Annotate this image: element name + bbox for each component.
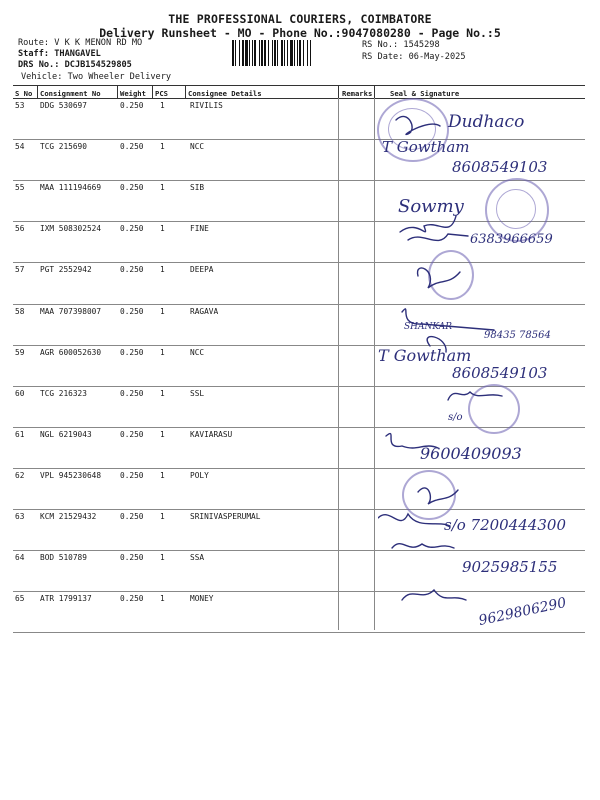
row-sno: 58: [15, 306, 25, 316]
row-pcs: 1: [160, 470, 165, 480]
handwritten-phone: 9600409093: [420, 444, 522, 463]
barcode-bar: [274, 40, 276, 66]
col-header-weight: Weight: [120, 89, 146, 98]
row-sno: 53: [15, 101, 25, 110]
row-consignment-no: DDG 530697: [40, 101, 87, 110]
row-sno: 65: [15, 594, 25, 604]
row-pcs: 1: [160, 265, 165, 275]
barcode-bar: [249, 40, 250, 66]
col-header-seal: Seal & Signature: [390, 89, 460, 98]
row-weight: 0.250: [120, 429, 144, 439]
row-pcs: 1: [160, 101, 165, 110]
row-consignment-no: PGT 2552942: [40, 265, 92, 275]
handwritten-name: T Gowtham: [382, 138, 470, 156]
row-weight: 0.250: [120, 347, 144, 357]
signature-stroke: [418, 488, 458, 504]
handwritten-name: T Gowtham: [378, 346, 472, 365]
remarks-right-border: [374, 98, 375, 630]
barcode: [232, 40, 358, 66]
row-sno: 54: [15, 142, 25, 152]
barcode-bar: [303, 40, 304, 66]
row-sno: 63: [15, 512, 25, 521]
row-consignee: NCC: [190, 142, 205, 152]
row-sno: 62: [15, 470, 25, 480]
row-pcs: 1: [160, 553, 165, 563]
row-consignee: POLY: [190, 470, 209, 480]
row-consignee: RIVILIS: [190, 101, 223, 110]
signature-stroke: [408, 234, 468, 240]
barcode-bar: [284, 40, 285, 66]
handwritten-signature: Sowmy: [398, 196, 464, 217]
row-pcs: 1: [160, 347, 165, 357]
row-weight: 0.250: [120, 183, 144, 193]
table-header-rule: [13, 98, 585, 99]
signature-stroke: [427, 337, 446, 352]
barcode-bar: [307, 40, 308, 66]
row-consignment-no: IXM 508302524: [40, 224, 102, 234]
barcode-bar: [252, 40, 253, 66]
rs-no-value: 1545298: [403, 40, 440, 50]
table-top-rule: [13, 85, 585, 86]
col-header-consignment: Consignment No: [40, 89, 101, 98]
handwritten-phone: 8608549103: [452, 364, 548, 382]
row-consignee: SRINIVASPERUMAL: [190, 512, 261, 521]
row-weight: 0.250: [120, 265, 144, 275]
signature-stroke: [400, 216, 456, 232]
barcode-bar: [287, 40, 288, 66]
barcode-bar: [261, 40, 263, 66]
row-sno: 56: [15, 224, 25, 234]
col-divider: [185, 86, 186, 98]
row-consignee: KAVIARASU: [190, 429, 233, 439]
row-pcs: 1: [160, 388, 165, 398]
col-divider: [37, 86, 38, 98]
handwritten-phone: s/o 7200444300: [444, 516, 566, 534]
handwritten-phone: 9025985155: [462, 558, 558, 576]
col-divider: [374, 86, 375, 98]
row-consignment-no: MAA 707398007: [40, 306, 102, 316]
row-consignee: NCC: [190, 347, 205, 357]
vehicle-value: Two Wheeler Delivery: [67, 72, 172, 82]
handwritten-phone: 6383966659: [470, 232, 553, 247]
signature-stroke: [402, 309, 494, 330]
signature-stroke: [396, 116, 440, 134]
row-weight: 0.250: [120, 306, 144, 316]
row-weight: 0.250: [120, 594, 144, 604]
col-header-pcs: PCS: [155, 89, 168, 98]
row-consignee: SIB: [190, 183, 205, 193]
row-weight: 0.250: [120, 553, 144, 563]
barcode-bar: [245, 40, 248, 66]
row-consignee: SSA: [190, 553, 205, 563]
barcode-bar: [242, 40, 244, 66]
barcode-bar: [310, 40, 311, 66]
barcode-bar: [272, 40, 273, 66]
barcode-bar: [281, 40, 283, 66]
company-title: THE PROFESSIONAL COURIERS, COIMBATORE: [168, 12, 432, 26]
signature-stroke: [378, 514, 450, 526]
barcode-bar: [259, 40, 260, 66]
drs-value: DCJB154529805: [64, 60, 132, 70]
route-line: Route: V K K MENON RD MO: [18, 38, 143, 48]
row-consignee: MONEY: [190, 594, 214, 604]
signature-stroke: [418, 268, 460, 288]
barcode-bar: [268, 40, 269, 66]
row-consignment-no: TCG 215690: [40, 142, 87, 152]
row-pcs: 1: [160, 224, 165, 234]
signature-stroke: [448, 392, 502, 400]
rs-date-line: RS Date: 06-May-2025: [362, 52, 466, 62]
row-weight: 0.250: [120, 101, 144, 110]
barcode-bar: [290, 40, 293, 66]
handwritten-name: SHANKAR: [404, 322, 453, 332]
rs-no-line: RS No.: 1545298: [362, 40, 440, 50]
row-separator: [13, 632, 585, 633]
row-weight: 0.250: [120, 512, 144, 521]
barcode-bar: [239, 40, 240, 66]
row-pcs: 1: [160, 512, 165, 521]
row-consignment-no: BOD 510789: [40, 553, 87, 563]
row-sno: 59: [15, 347, 25, 357]
row-consignment-no: AGR 600052630: [40, 347, 102, 357]
barcode-bar: [235, 40, 236, 66]
row-consignment-no: MAA 111194669: [40, 183, 102, 193]
staff-value: THANGAVEL: [54, 49, 101, 59]
handwritten-phone: 98435 78564: [484, 330, 551, 341]
row-consignment-no: TCG 216323: [40, 388, 87, 398]
row-consignment-no: KCM 21529432: [40, 512, 97, 521]
row-consignee: SSL: [190, 388, 205, 398]
row-consignment-no: ATR 1799137: [40, 594, 92, 604]
row-weight: 0.250: [120, 470, 144, 480]
row-sno: 61: [15, 429, 25, 439]
handwritten-text: s/o: [448, 412, 463, 423]
row-pcs: 1: [160, 594, 165, 604]
row-pcs: 1: [160, 429, 165, 439]
row-weight: 0.250: [120, 142, 144, 152]
handwritten-phone: 8608549103: [452, 158, 548, 176]
signature-scribbles: [378, 100, 588, 630]
drs-line: DRS No.: DCJB154529805: [18, 60, 132, 70]
barcode-bar: [297, 40, 298, 66]
col-header-remarks: Remarks: [342, 89, 373, 98]
row-consignee: DEEPA: [190, 265, 214, 275]
barcode-bar: [299, 40, 301, 66]
col-divider: [338, 86, 339, 98]
signature-stroke: [392, 544, 454, 548]
staff-line: Staff: THANGAVEL: [18, 49, 101, 59]
row-weight: 0.250: [120, 388, 144, 398]
signature-stroke: [402, 590, 466, 600]
row-sno: 57: [15, 265, 25, 275]
barcode-bar: [254, 40, 256, 66]
runsheet-title: Delivery Runsheet - MO - Phone No.:9047080280 - Page No.:5: [99, 26, 501, 40]
row-pcs: 1: [160, 142, 165, 152]
row-pcs: 1: [160, 183, 165, 193]
barcode-bar: [277, 40, 278, 66]
route-value: V K K MENON RD MO: [54, 38, 143, 48]
rs-date-value: 06-May-2025: [408, 52, 466, 62]
barcode-bar: [264, 40, 266, 66]
remarks-left-border: [338, 98, 339, 630]
row-weight: 0.250: [120, 224, 144, 234]
row-sno: 55: [15, 183, 25, 193]
col-header-sno: S No: [15, 89, 33, 98]
row-sno: 60: [15, 388, 25, 398]
handwritten-signature: Dudhaco: [448, 112, 525, 132]
row-sno: 64: [15, 553, 25, 563]
row-consignment-no: VPL 945230648: [40, 470, 102, 480]
row-consignee: FINE: [190, 224, 209, 234]
col-divider: [152, 86, 153, 98]
row-consignment-no: NGL 6219043: [40, 429, 92, 439]
col-header-consignee: Consignee Details: [188, 89, 262, 98]
row-pcs: 1: [160, 306, 165, 316]
signature-stroke: [386, 434, 438, 448]
vehicle-line: Vehicle: Two Wheeler Delivery: [21, 72, 172, 82]
row-consignee: RAGAVA: [190, 306, 219, 316]
barcode-bar: [294, 40, 295, 66]
handwritten-phone: 9629806290: [477, 594, 568, 630]
col-divider: [117, 86, 118, 98]
barcode-bar: [232, 40, 234, 66]
